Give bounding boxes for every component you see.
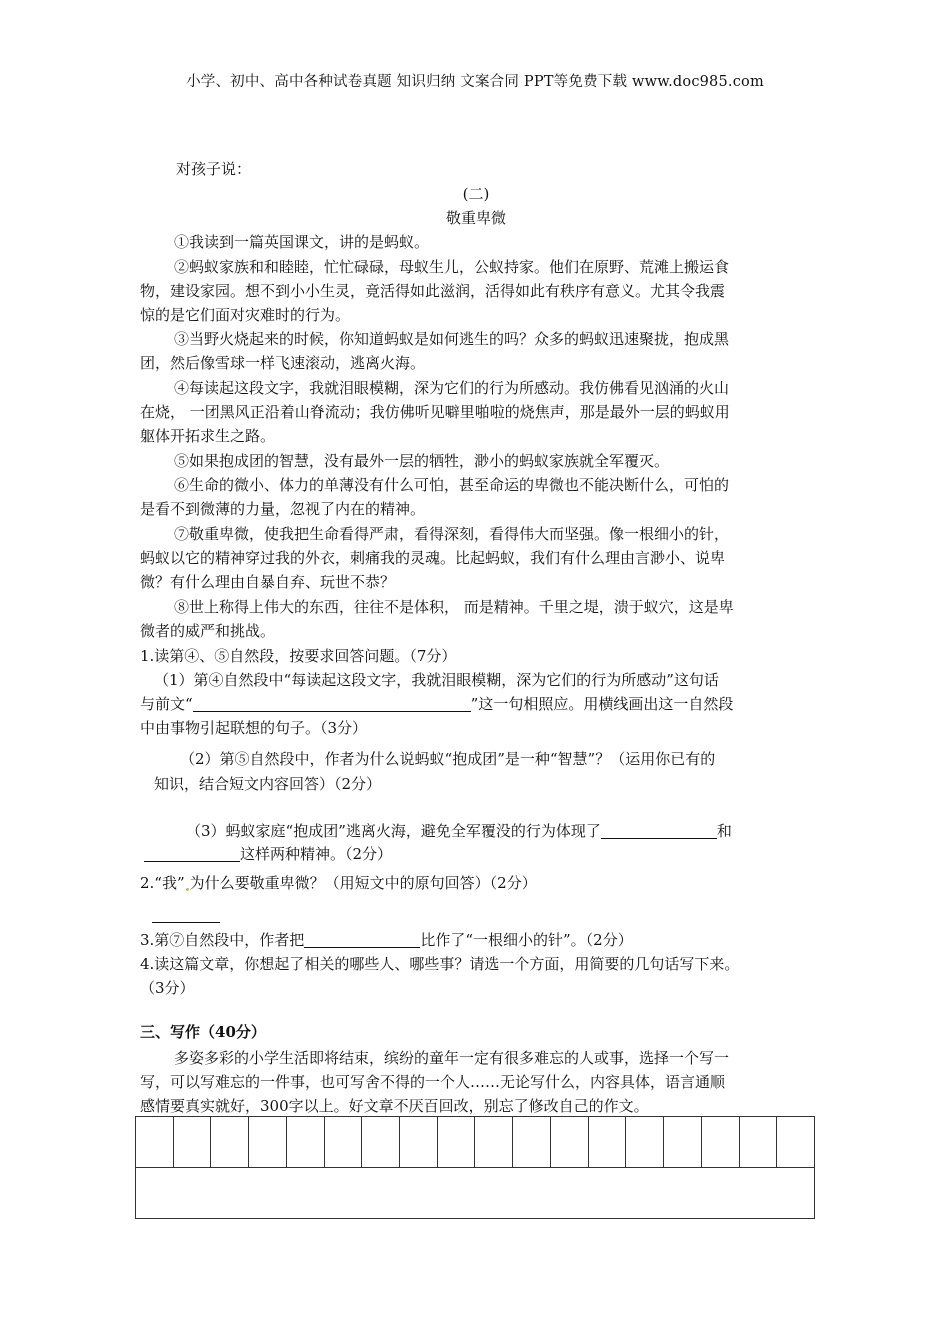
q3-text-post: 比作了“一根细小的针”。（2分） — [420, 931, 633, 949]
grid-cell[interactable] — [437, 1117, 475, 1168]
question-1-1: （1）第④自然段中“每读起这段文字，我就泪眼模糊，深为它们的行为所感动”这句话 — [154, 671, 719, 689]
grid-row — [136, 1117, 815, 1168]
writing-heading: 三、写作（40分） — [140, 1023, 266, 1041]
question-4: 4.读这篇文章，你想起了相关的哪些人、哪些事？请选一个方面，用简要的几句话写下来。 — [140, 955, 740, 973]
answer-blank[interactable] — [152, 906, 220, 923]
grid-cell[interactable] — [286, 1117, 324, 1168]
paragraph-line: 躯体开拓求生之路。 — [140, 427, 276, 445]
answer-blank[interactable] — [144, 845, 240, 862]
article-title: 敬重卑微 — [445, 209, 506, 227]
q1-3-text-end: 这样两种精神。（2分） — [240, 845, 393, 863]
grid-cell[interactable] — [588, 1117, 626, 1168]
grid-cell[interactable] — [513, 1117, 551, 1168]
paragraph-line: 微者的威严和挑战。 — [140, 622, 276, 640]
q1-3-text-pre: （3）蚂蚁家庭“抱成团”逃离火海，避免全军覆没的行为体现了 — [186, 822, 601, 840]
question-1-2: （2）第⑤自然段中，作者为什么说蚂蚁“抱成团”是一种“智慧”？（运用你已有的 — [180, 750, 716, 768]
paragraph-line: 团，然后像雪球一样飞速滚动，逃离火海。 — [140, 354, 426, 372]
answer-blank[interactable] — [601, 822, 717, 839]
grid-cell[interactable] — [475, 1117, 513, 1168]
question-1-3 — [186, 820, 732, 842]
writing-grid — [135, 1116, 815, 1219]
grid-row — [136, 1168, 815, 1219]
question-2-answer-line — [152, 904, 220, 926]
answer-blank[interactable] — [193, 695, 471, 712]
paragraph-line: ③当野火烧起来的时候，你知道蚂蚁是如何逃生的吗？众多的蚂蚁迅速聚拢，抱成黑 — [174, 330, 730, 348]
grid-cell[interactable] — [136, 1117, 174, 1168]
question-1-1-line2 — [140, 693, 733, 715]
section-number: (二) — [462, 185, 490, 203]
writing-prompt-line: 写，可以写难忘的一件事，也可写舍不得的一个人……无论写什么，内容具体，语言通顺 — [140, 1073, 726, 1091]
grid-cell[interactable] — [211, 1117, 249, 1168]
mark-dot — [186, 888, 189, 891]
paragraph-line: ④每读起这段文字，我就泪眼模糊，深为它们的行为所感动。我仿佛看见汹涌的火山 — [174, 379, 730, 397]
grid-cell[interactable] — [550, 1117, 588, 1168]
q3-text-pre: 3.第⑦自然段中，作者把 — [140, 931, 305, 949]
grid-cell[interactable] — [701, 1117, 739, 1168]
grid-cell[interactable] — [324, 1117, 362, 1168]
grid-cell[interactable] — [626, 1117, 664, 1168]
writing-prompt-line: 感情要真实就好，300字以上。好文章不厌百回改，别忘了修改自己的作文。 — [140, 1097, 649, 1115]
paragraph-line: ②蚂蚁家族和和睦睦，忙忙碌碌，母蚁生儿，公蚁持家。他们在原野、荒滩上搬运食 — [174, 258, 730, 276]
paragraph-line: ①我读到一篇英国课文，讲的是蚂蚁。 — [174, 233, 430, 251]
paragraph-line: ⑧世上称得上伟大的东西，往往不是体积， 而是精神。千里之堤，溃于蚁穴，这是卑 — [174, 598, 734, 616]
grid-writing-area[interactable] — [136, 1168, 815, 1219]
paragraph-line: 蚂蚁以它的精神穿过我的外衣，刺痛我的灵魂。比起蚂蚁，我们有什么理由言渺小、说卑 — [140, 549, 726, 567]
grid-cell[interactable] — [777, 1117, 815, 1168]
q1-1-text-post: ”这一句相照应。用横线画出这一自然段 — [470, 695, 734, 713]
page-header: 小学、初中、高中各种试卷真题 知识归纳 文案合同 PPT等免费下载 www.doc985.com — [186, 74, 764, 90]
q1-1-text-pre: 与前文“ — [140, 695, 193, 713]
grid-cell[interactable] — [664, 1117, 702, 1168]
paragraph-line: ⑦敬重卑微，使我把生命看得严肃，看得深刻，看得伟大而坚强。像一根细小的针， — [174, 525, 730, 543]
paragraph-line: 在烧， 一团黑风正沿着山脊流动；我仿佛听见噼里啪啦的烧焦声，那是最外一层的蚂蚁用 — [140, 403, 730, 421]
paragraph-line: 物，建设家园。想不到小小生灵，竟活得如此滋润，活得如此有秩序有意义。尤其令我震 — [140, 282, 726, 300]
grid-cell[interactable] — [739, 1117, 777, 1168]
answer-blank[interactable] — [304, 931, 420, 948]
question-4-line2: （3分） — [140, 979, 195, 997]
q1-3-text-post: 和 — [716, 822, 732, 840]
paragraph-line: ⑥生命的微小、体力的单薄没有什么可怕，甚至命运的卑微也不能决断什么，可怕的 — [174, 476, 730, 494]
writing-prompt-line: 多姿多彩的小学生活即将结束，缤纷的童年一定有很多难忘的人或事，选择一个写一 — [174, 1049, 730, 1067]
intro-line: 对孩子说： — [176, 160, 252, 178]
q2-text-b: 为什么要敬重卑微？（用短文中的原句回答）（2分） — [189, 874, 537, 892]
grid-cell[interactable] — [362, 1117, 400, 1168]
question-1-3-line2 — [144, 843, 392, 865]
paragraph-line: 是看不到微薄的力量，忽视了内在的精神。 — [140, 500, 426, 518]
grid-cell[interactable] — [173, 1117, 211, 1168]
question-3 — [140, 929, 633, 951]
question-1-1-line3: 中由事物引起联想的句子。（3分） — [140, 719, 368, 737]
paragraph-line: 惊的是它们面对灾难时的行为。 — [140, 306, 351, 324]
q2-text-a: 2.“我” — [140, 874, 185, 892]
paragraph-line: ⑤如果抱成团的智慧，没有最外一层的牺牲，渺小的蚂蚁家族就全军覆灭。 — [174, 452, 670, 470]
grid-cell[interactable] — [249, 1117, 287, 1168]
question-2 — [140, 872, 537, 894]
question-1-2-line2: 知识，结合短文内容回答）（2分） — [154, 775, 382, 793]
question-1: 1.读第④、⑤自然段，按要求回答问题。（7分） — [140, 647, 457, 665]
grid-cell[interactable] — [400, 1117, 438, 1168]
paragraph-line: 微？有什么理由自暴自弃、玩世不恭？ — [140, 573, 396, 591]
